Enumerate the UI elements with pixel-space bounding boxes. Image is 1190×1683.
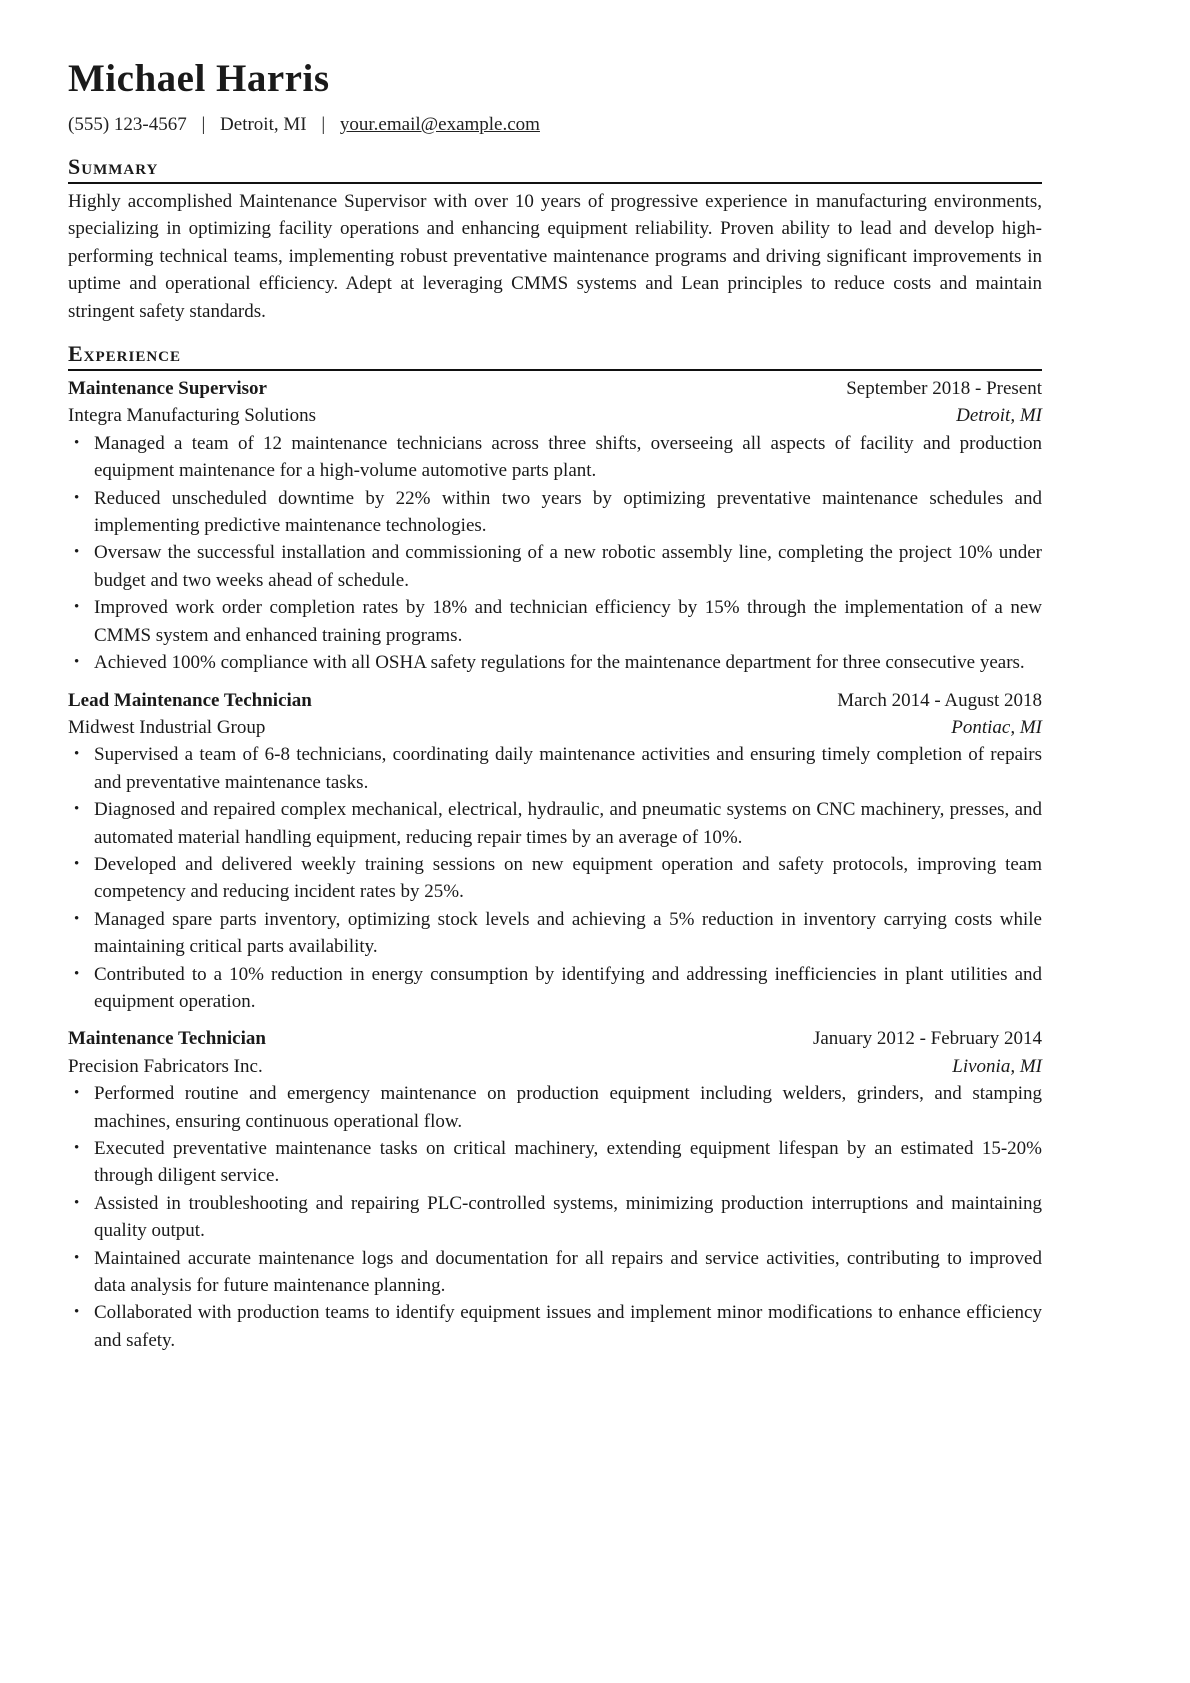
bullet-text: Collaborated with production teams to identify equipment issues and implement minor modifications to enhance efficiency and safety. [94,1302,1042,1351]
bullet-item [68,485,1042,540]
job-entry [68,687,1042,1016]
bullet-icon: • [74,910,80,927]
bullet-icon: • [74,434,80,451]
email-link[interactable]: your.email@example.com [339,114,540,135]
location: Detroit, MI [220,114,307,135]
job-bullets [68,1080,1042,1354]
bullet-text: Improved work order completion rates by 18% and technician efficiency by 15% through the implementation of a new CMMS system and enhanced training programs. [94,597,1042,646]
bullet-icon: • [74,801,80,818]
job-title: Maintenance Technician [68,1028,266,1050]
bullet-text: Reduced unscheduled downtime by 22% within two years by optimizing preventative maintenance schedules and implementing predictive maintenance technologies. [94,487,1042,537]
job-header-row [68,375,1042,402]
bullet-icon: • [74,654,80,671]
bullet-item [68,796,1042,851]
bullet-item [68,851,1042,906]
bullet-text: Maintained accurate maintenance logs and documentation for all repairs and service activities, contributing to improved data analysis for future maintenance planning. [94,1247,1042,1297]
bullet-icon: • [74,1085,80,1102]
bullet-item [68,594,1042,649]
bullet-text: Achieved 100% compliance with all OSHA safety regulations for the maintenance department for three consecutive years. [94,652,1025,674]
bullet-icon: • [74,965,80,982]
separator: | [321,114,326,135]
resume-page [68,56,1042,1354]
company-name: Integra Manufacturing Solutions [68,405,317,427]
contact-line [68,112,1042,138]
bullet-icon: • [74,489,80,506]
candidate-name: Michael Harris [68,57,330,100]
bullet-text: Diagnosed and repaired complex mechanical, electrical, hydraulic, and pneumatic systems on CNC machinery, presses, and automated material handling equipment, reducing repair times by an average of 10%. [94,799,1042,848]
bullet-icon: • [74,1304,80,1321]
bullet-icon: • [74,1140,80,1156]
bullet-item [68,741,1042,796]
bullet-text: Supervised a team of 6-8 technicians, coordinating daily maintenance activities and ensuring timely completion of repairs and preventative maintenance tasks. [94,744,1042,793]
job-dates: January 2012 - February 2014 [812,1028,1042,1050]
experience-heading: Experience [68,341,1042,371]
job-location: Detroit, MI [956,405,1042,427]
bullet-text: Managed a team of 12 maintenance technicians across three shifts, overseeing all aspects of facility and production equipment maintenance for a high-volume automotive parts plant. [94,432,1042,482]
bullet-text: Executed preventative maintenance tasks on critical machinery, extending equipment lifespan by an estimated 15-20% through diligent service. [94,1138,1042,1187]
bullet-icon: • [74,855,80,872]
job-header-row [68,1025,1042,1052]
bullet-icon: • [74,599,80,616]
company-name: Midwest Industrial Group [68,716,266,738]
bullet-icon: • [74,746,80,763]
company-name: Precision Fabricators Inc. [68,1055,263,1077]
bullet-item [68,1190,1042,1245]
bullet-item [68,1299,1042,1354]
separator: | [201,114,206,135]
phone: (555) 123-4567 [68,114,187,135]
job-location: Pontiac, MI [951,716,1042,738]
bullet-text: Performed routine and emergency maintenance on production equipment including welders, grinders, and stamping machines, ensuring continuous operational flow. [94,1083,1042,1132]
bullet-text: Developed and delivered weekly training sessions on new equipment operation and safety protocols, improving team competency and reducing incident rates by 25%. [94,853,1042,903]
bullet-icon: • [74,1249,80,1266]
bullet-item [68,430,1042,485]
bullet-text: Contributed to a 10% reduction in energy consumption by identifying and addressing inefficiencies in plant utilities and equipment operation. [94,963,1042,1012]
job-company-row [68,402,1042,429]
job-title: Maintenance Supervisor [68,378,267,400]
bullet-icon: • [74,544,80,561]
job-location: Livonia, MI [952,1055,1042,1077]
experience-list [68,375,1042,1354]
bullet-text: Oversaw the successful installation and commissioning of a new robotic assembly line, completing the project 10% under budget and two weeks ahead of schedule. [94,542,1042,591]
bullet-item [68,906,1042,961]
bullet-item [68,1080,1042,1135]
bullet-text: Assisted in troubleshooting and repairing PLC-controlled systems, minimizing production interruptions and maintaining quality output. [94,1192,1042,1242]
job-bullets [68,430,1042,677]
job-dates: September 2018 - Present [846,378,1042,400]
bullet-icon: • [74,1194,80,1211]
job-company-row [68,1053,1042,1080]
job-header-row [68,687,1042,714]
job-company-row [68,714,1042,741]
job-title: Lead Maintenance Technician [68,689,312,711]
job-bullets [68,741,1042,1015]
summary-text: Highly accomplished Maintenance Supervisor with over 10 years of progressive experience in manufacturing environments, specializing in optimizing facility operations and enhancing equipment reliability. Proven ability to lead and develop high-performing technical teams, implementing robust preventative maintenance programs and driving significant improvements in uptime and operational efficiency. Adept at leveraging CMMS systems and Lean principles to reduce costs and maintain stringent safety standards. [68,191,1042,322]
job-dates: March 2014 - August 2018 [837,689,1042,711]
bullet-item [68,1135,1042,1190]
summary-heading: Summary [68,154,1042,184]
job-entry [68,375,1042,676]
bullet-text: Managed spare parts inventory, optimizing stock levels and achieving a 5% reduction in inventory carrying costs while maintaining critical parts availability. [94,908,1042,958]
bullet-item [68,961,1042,1016]
bullet-item [68,649,1042,676]
bullet-item [68,1245,1042,1300]
bullet-item [68,539,1042,594]
job-entry [68,1025,1042,1354]
